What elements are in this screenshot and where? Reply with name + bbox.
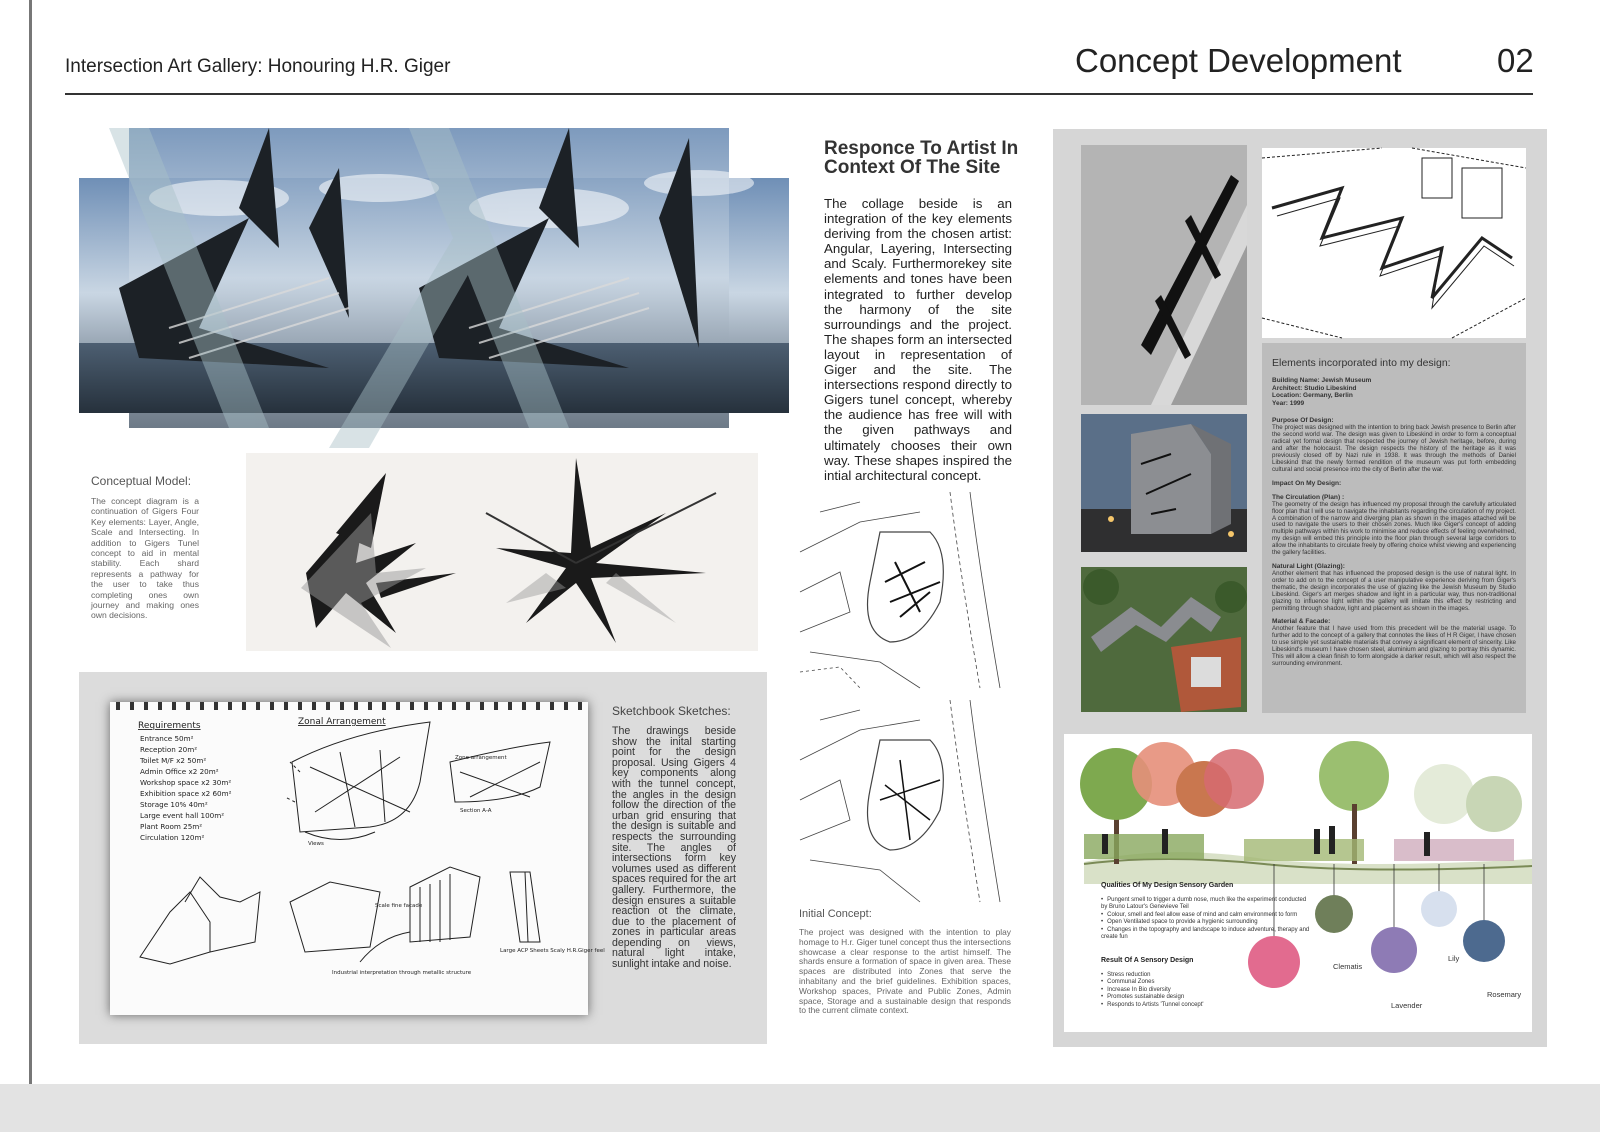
flower-label: Lily bbox=[1448, 954, 1460, 963]
section-title: Concept Development bbox=[1075, 42, 1402, 79]
light-text: Another element that has influenced the proposed design is the use of natural light. In order to add on to the concept of a user manipulative experience deriving from Giger's thematic, the design incorporates the use of glazing like the Jewish Museum by Studio Libeskind. Giger's art merges shadow and light in a particular way, thus non-traditional glazing to influence light within the gallery will imitate this effect by restricting and permitting through shadow, light and placement as shown in the images. bbox=[1272, 569, 1516, 612]
precedent-title: Elements incorporated into my design: bbox=[1272, 357, 1451, 369]
left-binding-rule bbox=[29, 0, 32, 1132]
views-label: Views bbox=[308, 841, 324, 847]
requirement-item: Reception 20m² bbox=[140, 745, 198, 754]
sketchbook-title: Sketchbook Sketches: bbox=[612, 704, 731, 718]
purpose-text: The project was designed with the intention to bring back Jewish presence to Berlin after the second world war. The design was given to Libeskind in order to form a conceptual radical yet formal design that respected the journey of Jewish heritage, before, during and after the holocaust. The design respects the history of the heritage as it was previously closed off by Nazi rule in 1938. It was through the methods of Daniel Libeskind that the newly formed rendition of the museum was put forth embedding cultural and social presence into the city of Berlin after the war. bbox=[1272, 424, 1516, 473]
site-plan-2 bbox=[800, 700, 1012, 902]
requirement-item: Entrance 50m² bbox=[140, 734, 194, 743]
flower-label: Lavender bbox=[1391, 1001, 1423, 1010]
museum-exterior-photo bbox=[1081, 414, 1247, 552]
impact-heading: Impact On My Design: bbox=[1272, 479, 1342, 487]
sketchbook-text: The drawings beside show the inital starting point for the design proposal. Using Gigers 4 key components along with the tunnel concept, the angles in the design follow the direction of the urban grid ensuring that the design is suitable and respects the surrounding site. The angles of intersections form key volumes used as different spaces required for the art gallery. Furthermore, the design ensures a suitable reaction ot the climate, due to the placement of zones in particular areas depending on views, natural light intake, sunlight intake and noise. bbox=[612, 725, 736, 971]
list-item: • Communal Zones bbox=[1101, 979, 1261, 986]
purpose-heading: Purpose Of Design: bbox=[1272, 417, 1334, 425]
meta-line: Building Name: Jewish Museum bbox=[1272, 377, 1372, 384]
flower-photo bbox=[1315, 895, 1353, 933]
response-text: The collage beside is an integration of the key elements deriving from the chosen artist: Angular, Layering, Intersecting and Scaly. Furthermorekey site elements and tones have been integrated to further develop the harmony of the site surroundings and the project. The shapes form an intersected layout in representation of Giger and the site. The intersections respond directly to Gigers tunel concept, whereby the audience has free will with the given pathways and ultimately chooses their own way. These shapes inspired the intial architectural concept. bbox=[824, 196, 1012, 483]
requirements-heading: Requirements bbox=[138, 721, 201, 731]
artist-collage-image bbox=[79, 128, 789, 448]
flower-photo bbox=[1371, 927, 1417, 973]
conceptual-model-text: The concept diagram is a continuation of Gigers Four Key elements: Layer, Angle, Scale and Intersecting. In addition to Gigers Tunel concept to aid in mental stability. Each shard represents a pathway for the user to take thus completing ones own journey and making ones own decisions. bbox=[91, 496, 199, 621]
large-acp-label: Large ACP Sheets Scaly H.R.Giger feel bbox=[500, 948, 605, 954]
requirement-item: Toilet M/F x2 50m² bbox=[140, 756, 207, 765]
initial-concept-text: The project was designed with the intention to play homage to H.r. Giger tunel concept thus the intersections showcase a clear response to the artist himself. The shards ensure a formation of space in given area. These spaces are distributed into Zones that serve the inhabitany and the brief guidelines. Exhibition spaces, Workshop spaces, Private and Public Zones, Admin space, Storage and a sustainable design that responds to the current climate context. bbox=[799, 927, 1011, 1016]
museum-interior-photo bbox=[1081, 145, 1247, 405]
requirement-item: Large event hall 100m² bbox=[140, 811, 225, 820]
requirements-list bbox=[139, 734, 232, 842]
garden-results-title: Result Of A Sensory Design bbox=[1101, 957, 1194, 964]
flower-photo bbox=[1421, 891, 1457, 927]
precedent-meta bbox=[1272, 377, 1516, 407]
initial-concept-title: Initial Concept: bbox=[799, 908, 872, 920]
material-heading: Material & Facade: bbox=[1272, 618, 1331, 626]
binding-ring bbox=[116, 702, 120, 710]
garden-qualities-list bbox=[1101, 897, 1311, 941]
jewish-museum-plan bbox=[1262, 148, 1526, 338]
scale-label: Scale fine facade bbox=[375, 903, 423, 909]
precedent-text-box bbox=[1262, 343, 1526, 713]
light-heading: Natural Light (Glazing): bbox=[1272, 562, 1345, 570]
sketchbook-page bbox=[110, 702, 605, 1015]
circulation-heading: The Circulation (Plan) : bbox=[1272, 493, 1345, 501]
requirement-item: Workshop space x2 30m² bbox=[140, 778, 232, 787]
list-item: • Pungent smell to trigger a dumb nose, much like the experiment conducted by Bruno Latour's Genevieve Teil bbox=[1101, 897, 1311, 912]
circulation-text: The geometry of the design has influenced my proposal through the carefully articulated floor plan that I will use to navigate the inhabitants regarding the circulation of my project. A combination of the narrow and diverging plan as shown in the images attached will be used to navigate the users to their chosen zones. Much like Giger's concept of adding multiple pathways within his work to minimise and reduce effects of feeling overwhelmed, my design will embed this principle into the floor plan through several large corridors to allow the inhabitants to circulate freely by offering choice whilst viewing and experiencing the gallery facilities. bbox=[1272, 500, 1516, 557]
museum-aerial-photo bbox=[1081, 567, 1247, 712]
site-plan-1 bbox=[800, 492, 1012, 688]
industrial-label: Industrial interpretation through metallic structure bbox=[332, 970, 472, 976]
zone-arrangement-label: Zone arrangement bbox=[455, 755, 507, 761]
page-number: 02 bbox=[1497, 42, 1534, 79]
footer-band bbox=[0, 1084, 1600, 1132]
header-rule bbox=[65, 93, 1533, 95]
list-item: • Changes in the topography and landscape to induce adventure, therapy and create fun bbox=[1101, 927, 1311, 942]
meta-line: Architect: Studio Libeskind bbox=[1272, 384, 1357, 392]
list-item: • Open Ventilated space to provide a hygienic surrounding bbox=[1101, 919, 1311, 926]
section-label: Section A-A bbox=[460, 808, 492, 814]
requirement-item: Circulation 120m² bbox=[140, 833, 205, 842]
list-item: • Promotes sustainable design bbox=[1101, 994, 1261, 1001]
garden-results-list bbox=[1101, 972, 1261, 1009]
list-item: • Colour, smell and feel allow ease of mind and calm environment to form bbox=[1101, 912, 1311, 919]
requirement-item: Admin Office x2 20m² bbox=[140, 767, 219, 776]
requirement-item: Exhibition space x2 60m² bbox=[140, 789, 232, 798]
project-title: Intersection Art Gallery: Honouring H.R. Giger bbox=[65, 56, 451, 77]
list-item: • Increase In Bio diversity bbox=[1101, 987, 1261, 994]
flower-label: Clematis bbox=[1333, 962, 1363, 971]
conceptual-model-photo bbox=[246, 453, 758, 651]
conceptual-model-title: Conceptual Model: bbox=[91, 474, 192, 488]
flower-label: Rosemary bbox=[1487, 990, 1522, 999]
zonal-heading: Zonal Arrangement bbox=[298, 717, 386, 727]
list-item: • Responds to Artists 'Tunnel concept' bbox=[1101, 1002, 1261, 1009]
requirement-item: Plant Room 25m² bbox=[140, 822, 203, 831]
list-item: • Stress reduction bbox=[1101, 972, 1261, 979]
response-title: Responce To Artist In Context Of The Site bbox=[824, 138, 1019, 178]
meta-line: Year: 1999 bbox=[1272, 399, 1305, 407]
requirement-item: Storage 10% 40m² bbox=[140, 800, 208, 809]
flower-photo bbox=[1463, 920, 1505, 962]
meta-line: Location: Germany, Berlin bbox=[1272, 392, 1353, 400]
garden-qualities-title: Qualities Of My Design Sensory Garden bbox=[1101, 882, 1234, 889]
material-text: Another feature that I have used from this precedent will be the material usage. To further add to the concept of a gallery that connotes the likes of H R Giger, I have chosen to use simple yet sustainable materials that convey a significant element of sincerity. Like Libeskind's museum I have chosen steel, aluminium and glazing to portray this dynamic. This will allow a clean finish to form alongside a darker result, which will also respect the surrounding environment. bbox=[1272, 625, 1516, 667]
